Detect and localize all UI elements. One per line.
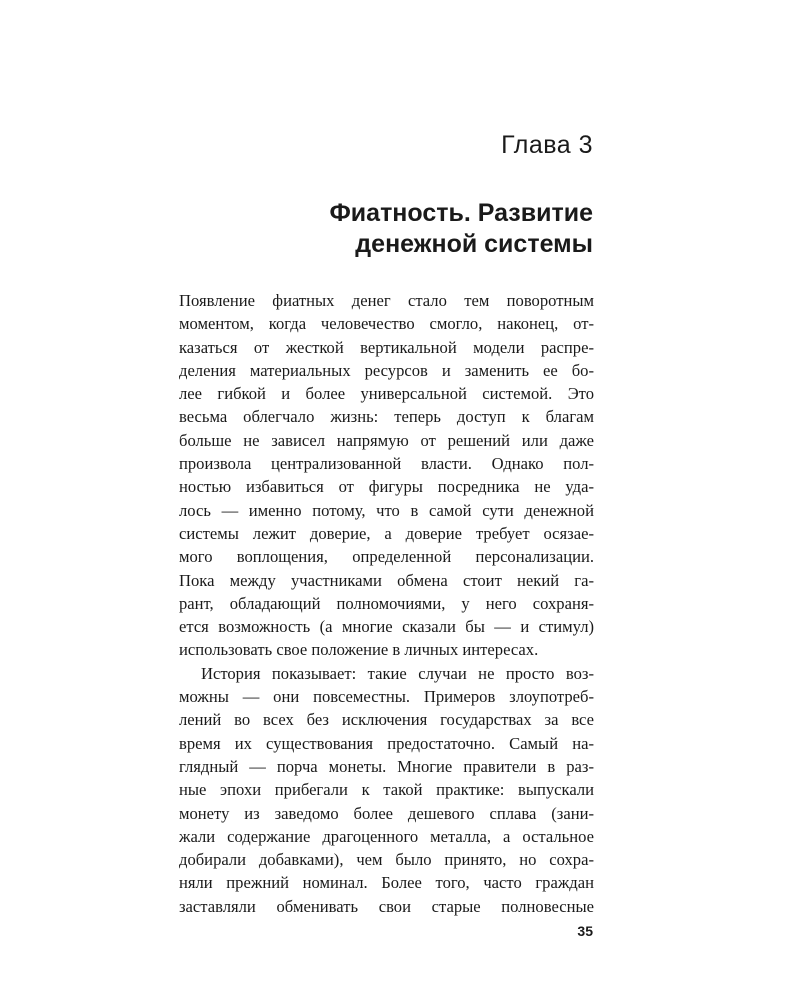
text-line: лее гибкой и более универсальной системой. Это — [179, 384, 594, 404]
text-line: мого воплощения, определенной персонализации. — [179, 547, 594, 567]
text-line: деления материальных ресурсов и заменить ее бо- — [179, 360, 594, 380]
text-line: История показывает: такие случаи не просто воз- — [201, 663, 594, 683]
text-line: можны — они повсеместны. Примеров злоупотреб- — [179, 687, 594, 707]
chapter-title-line-1: Фиатность. Развитие — [329, 199, 593, 227]
paragraph-2 — [179, 662, 594, 918]
text-line: лений во всех без исключения государствах за все — [179, 710, 594, 730]
text-line: произвола централизованной власти. Однако пол- — [179, 454, 594, 474]
text-line: казаться от жесткой вертикальной модели распре- — [179, 337, 594, 357]
text-line: монету из заведомо более дешевого сплава (зани- — [179, 803, 594, 823]
text-line: заставляли обменивать свои старые полновесные — [179, 896, 594, 916]
paragraph-1 — [179, 289, 594, 662]
chapter-title-line-2: денежной системы — [355, 230, 593, 258]
text-line: ностью избавиться от фигуры посредника не уда- — [179, 477, 594, 497]
text-line: глядный — порча монеты. Многие правители в раз- — [179, 756, 594, 776]
text-line: системы лежит доверие, а доверие требует осязае- — [179, 523, 594, 543]
text-line: моментом, когда человечество смогло, наконец, от- — [179, 314, 594, 334]
text-line: Пока между участниками обмена стоит некий га- — [179, 570, 594, 590]
text-line: время их существования предостаточно. Самый на- — [179, 733, 594, 753]
text-line: ется возможность (а многие сказали бы — и стимул) — [179, 617, 594, 637]
text-line: няли прежний номинал. Более того, часто граждан — [179, 873, 594, 893]
text-line: больше не зависел напрямую от решений или даже — [179, 430, 594, 450]
text-line: ные эпохи прибегали к такой практике: выпускали — [179, 780, 594, 800]
chapter-title — [193, 198, 593, 260]
text-line: использовать свое положение в личных интересах. — [179, 640, 539, 660]
text-line: рант, обладающий полномочиями, у него сохраня- — [179, 593, 594, 613]
chapter-label: Глава 3 — [501, 131, 593, 159]
text-line: лось — именно потому, что в самой сути денежной — [179, 500, 594, 520]
text-line: Появление фиатных денег стало тем поворотным — [179, 291, 594, 310]
page-number: 35 — [577, 923, 593, 939]
text-line: жали содержание драгоценного металла, а остальное — [179, 826, 594, 846]
body-text — [179, 289, 594, 918]
text-line: весьма облегчало жизнь: теперь доступ к благам — [179, 407, 594, 427]
text-line: добирали добавками), чем было принято, но сохра- — [179, 850, 594, 870]
